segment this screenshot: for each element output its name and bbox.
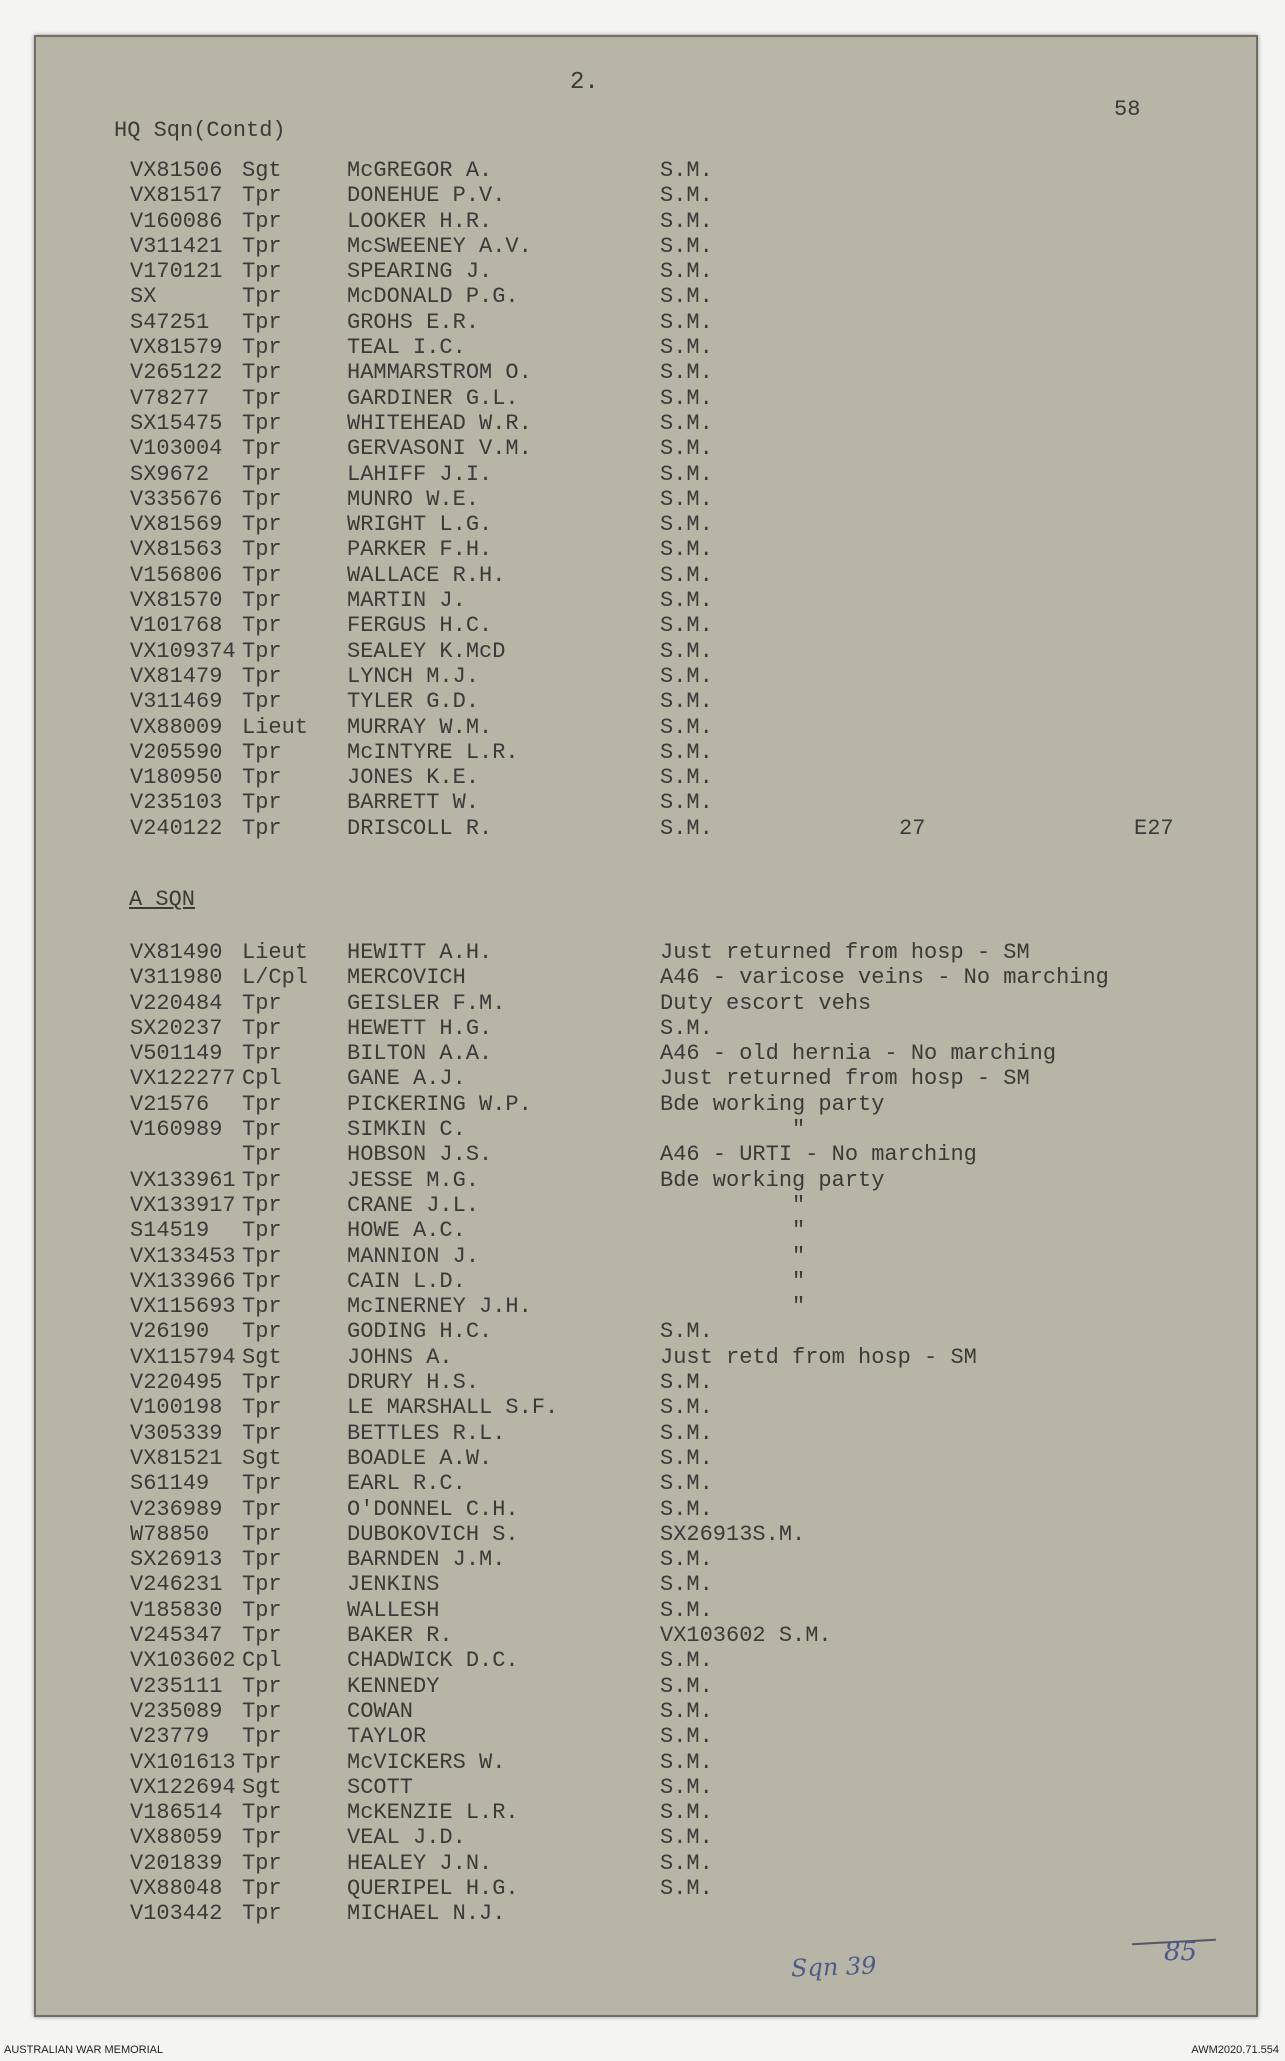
status-note: S.M. bbox=[660, 663, 713, 689]
service-number: V103442 bbox=[130, 1901, 223, 1927]
status-note: Just returned from hosp - SM bbox=[660, 940, 1030, 965]
member-name: TEAL I.C. bbox=[347, 335, 466, 361]
status-note: " bbox=[660, 1268, 806, 1294]
rank: Tpr bbox=[242, 1243, 282, 1269]
rank: Tpr bbox=[242, 1142, 282, 1168]
subtotal: 27 bbox=[899, 815, 926, 841]
status-note: S.M. bbox=[660, 1319, 713, 1345]
member-name: TAYLOR bbox=[347, 1724, 427, 1750]
rank: Sgt bbox=[242, 1344, 282, 1370]
rank: Tpr bbox=[242, 284, 282, 310]
handwritten-sqn-count: Sqn 39 bbox=[790, 1951, 877, 1983]
member-name: CRANE J.L. bbox=[347, 1192, 480, 1218]
member-name: BARNDEN J.M. bbox=[347, 1547, 506, 1573]
member-name: JONES K.E. bbox=[347, 765, 480, 791]
status-note: S.M. bbox=[660, 259, 713, 285]
status-note: S.M. bbox=[660, 1445, 713, 1471]
member-name: MARTIN J. bbox=[347, 588, 466, 614]
status-note: " bbox=[660, 1294, 806, 1320]
rank: Tpr bbox=[242, 233, 282, 259]
service-number: V160989 bbox=[130, 1117, 223, 1143]
service-number: V170121 bbox=[130, 259, 223, 285]
service-number: V335676 bbox=[130, 486, 223, 512]
service-number: V246231 bbox=[130, 1572, 223, 1598]
rank: Tpr bbox=[242, 436, 282, 462]
rank: Tpr bbox=[242, 1623, 282, 1649]
member-name: WRIGHT L.G. bbox=[347, 512, 493, 538]
service-number: VX122277 bbox=[130, 1066, 236, 1092]
service-number: V311980 bbox=[130, 965, 223, 991]
rank: Tpr bbox=[242, 512, 282, 538]
service-number: S14519 bbox=[130, 1218, 210, 1244]
service-number: VX133917 bbox=[130, 1192, 236, 1218]
rank: Tpr bbox=[242, 638, 282, 664]
status-note: Duty escort vehs bbox=[660, 990, 872, 1016]
status-note: S.M. bbox=[660, 208, 713, 234]
status-note: S.M. bbox=[660, 360, 713, 386]
service-number: SX bbox=[130, 284, 157, 310]
status-note: S.M. bbox=[660, 1420, 713, 1446]
rank: Tpr bbox=[242, 1319, 282, 1345]
member-name: McSWEENEY A.V. bbox=[347, 233, 532, 259]
service-number: VX81506 bbox=[130, 158, 223, 183]
rank: Tpr bbox=[242, 1875, 282, 1901]
folio-number: 58 bbox=[1114, 97, 1141, 122]
member-name: DRURY H.S. bbox=[347, 1370, 480, 1396]
status-note: S.M. bbox=[660, 486, 713, 512]
status-note: SX26913S.M. bbox=[660, 1521, 806, 1547]
rank: Tpr bbox=[242, 335, 282, 361]
status-note: S.M. bbox=[660, 1547, 713, 1573]
member-name: HEWETT H.G. bbox=[347, 1015, 493, 1041]
status-note: S.M. bbox=[660, 158, 713, 183]
member-name: GERVASONI V.M. bbox=[347, 436, 532, 462]
status-note: S.M. bbox=[660, 461, 713, 487]
service-number: VX88048 bbox=[130, 1875, 223, 1901]
service-number: VX81579 bbox=[130, 335, 223, 361]
rank: Tpr bbox=[242, 1901, 282, 1927]
member-name: SIMKIN C. bbox=[347, 1117, 466, 1143]
status-note: S.M. bbox=[660, 537, 713, 563]
rank: Cpl bbox=[242, 1648, 282, 1674]
service-number: V235103 bbox=[130, 790, 223, 816]
service-number: VX81490 bbox=[130, 940, 223, 965]
member-name: TYLER G.D. bbox=[347, 689, 480, 715]
rank: Tpr bbox=[242, 1218, 282, 1244]
hq-sqn-heading: HQ Sqn(Contd) bbox=[114, 118, 286, 143]
rank: Tpr bbox=[242, 990, 282, 1016]
rank: Tpr bbox=[242, 1673, 282, 1699]
service-number: V220495 bbox=[130, 1370, 223, 1396]
status-note: S.M. bbox=[660, 613, 713, 639]
service-number: V23779 bbox=[130, 1724, 210, 1750]
rank: Tpr bbox=[242, 1825, 282, 1851]
status-note: S.M. bbox=[660, 385, 713, 411]
member-name: GARDINER G.L. bbox=[347, 385, 519, 411]
rank: Tpr bbox=[242, 183, 282, 209]
member-name: McINERNEY J.H. bbox=[347, 1294, 532, 1320]
member-name: HAMMARSTROM O. bbox=[347, 360, 532, 386]
member-name: SCOTT bbox=[347, 1774, 414, 1800]
member-name: DUBOKOVICH S. bbox=[347, 1521, 519, 1547]
rank: Sgt bbox=[242, 158, 282, 183]
status-note: S.M. bbox=[660, 562, 713, 588]
member-name: BAKER R. bbox=[347, 1623, 453, 1649]
service-number: VX88009 bbox=[130, 714, 223, 740]
service-number: V245347 bbox=[130, 1623, 223, 1649]
member-name: BOADLE A.W. bbox=[347, 1445, 493, 1471]
rank: Tpr bbox=[242, 1395, 282, 1421]
rank: Tpr bbox=[242, 815, 282, 841]
member-name: McGREGOR A. bbox=[347, 158, 493, 183]
rank: Tpr bbox=[242, 562, 282, 588]
rank: Tpr bbox=[242, 1268, 282, 1294]
status-note: S.M. bbox=[660, 1471, 713, 1497]
rank: Tpr bbox=[242, 1041, 282, 1067]
status-note: S.M. bbox=[660, 1800, 713, 1826]
service-number: VX81569 bbox=[130, 512, 223, 538]
service-number: V235111 bbox=[130, 1673, 223, 1699]
handwritten-total: 85 bbox=[1164, 1937, 1198, 1967]
service-number: V305339 bbox=[130, 1420, 223, 1446]
rank: Tpr bbox=[242, 689, 282, 715]
service-number: SX20237 bbox=[130, 1015, 223, 1041]
status-note: S.M. bbox=[660, 1724, 713, 1750]
status-note: " bbox=[660, 1218, 806, 1244]
status-note: S.M. bbox=[660, 1825, 713, 1851]
status-note: VX103602 S.M. bbox=[660, 1623, 832, 1649]
rank: Tpr bbox=[242, 1496, 282, 1522]
rank: Tpr bbox=[242, 1597, 282, 1623]
service-number: SX9672 bbox=[130, 461, 210, 487]
rank: Tpr bbox=[242, 208, 282, 234]
rank: Tpr bbox=[242, 410, 282, 436]
service-number: VX109374 bbox=[130, 638, 236, 664]
rank: Tpr bbox=[242, 1370, 282, 1396]
rank: Tpr bbox=[242, 1471, 282, 1497]
member-name: LYNCH M.J. bbox=[347, 663, 480, 689]
member-name: McINTYRE L.R. bbox=[347, 739, 519, 765]
service-number: VX103602 bbox=[130, 1648, 236, 1674]
service-number: VX133966 bbox=[130, 1268, 236, 1294]
member-name: CHADWICK D.C. bbox=[347, 1648, 519, 1674]
status-note: S.M. bbox=[660, 1015, 713, 1041]
service-number: V201839 bbox=[130, 1850, 223, 1876]
status-note: A46 - URTI - No marching bbox=[660, 1142, 977, 1168]
service-number: VX81521 bbox=[130, 1445, 223, 1471]
status-note: S.M. bbox=[660, 1875, 713, 1901]
rank: Tpr bbox=[242, 1521, 282, 1547]
rank: Tpr bbox=[242, 790, 282, 816]
member-name: MUNRO W.E. bbox=[347, 486, 480, 512]
member-name: LAHIFF J.I. bbox=[347, 461, 493, 487]
status-note: A46 - old hernia - No marching bbox=[660, 1041, 1057, 1067]
status-note: S.M. bbox=[660, 1850, 713, 1876]
rank: Tpr bbox=[242, 486, 282, 512]
document-sheet bbox=[34, 35, 1258, 2017]
status-note: Just retd from hosp - SM bbox=[660, 1344, 977, 1370]
status-note: Just returned from hosp - SM bbox=[660, 1066, 1030, 1092]
status-note: S.M. bbox=[660, 739, 713, 765]
service-number: VX81563 bbox=[130, 537, 223, 563]
service-number: V103004 bbox=[130, 436, 223, 462]
rank: Tpr bbox=[242, 1294, 282, 1320]
service-number: V21576 bbox=[130, 1091, 210, 1117]
service-number: W78850 bbox=[130, 1521, 210, 1547]
service-number: V101768 bbox=[130, 613, 223, 639]
rank: Tpr bbox=[242, 765, 282, 791]
member-name: KENNEDY bbox=[347, 1673, 440, 1699]
status-note: S.M. bbox=[660, 410, 713, 436]
service-number: V236989 bbox=[130, 1496, 223, 1522]
rank: Tpr bbox=[242, 1192, 282, 1218]
service-number: V26190 bbox=[130, 1319, 210, 1345]
rank: Tpr bbox=[242, 309, 282, 335]
status-note: S.M. bbox=[660, 436, 713, 462]
status-note: " bbox=[660, 1192, 806, 1218]
member-name: VEAL J.D. bbox=[347, 1825, 466, 1851]
rank: Sgt bbox=[242, 1774, 282, 1800]
member-name: HOBSON J.S. bbox=[347, 1142, 493, 1168]
rank: Tpr bbox=[242, 1091, 282, 1117]
rank: Tpr bbox=[242, 613, 282, 639]
status-note: " bbox=[660, 1243, 806, 1269]
service-number: VX81479 bbox=[130, 663, 223, 689]
member-name: HEALEY J.N. bbox=[347, 1850, 493, 1876]
member-name: BARRETT W. bbox=[347, 790, 480, 816]
service-number: V311469 bbox=[130, 689, 223, 715]
status-note: S.M. bbox=[660, 588, 713, 614]
member-name: HEWITT A.H. bbox=[347, 940, 493, 965]
member-name: BILTON A.A. bbox=[347, 1041, 493, 1067]
service-number: S47251 bbox=[130, 309, 210, 335]
member-name: HOWE A.C. bbox=[347, 1218, 466, 1244]
member-name: GANE A.J. bbox=[347, 1066, 466, 1092]
member-name: MURRAY W.M. bbox=[347, 714, 493, 740]
rank: Sgt bbox=[242, 1445, 282, 1471]
rank: Tpr bbox=[242, 1420, 282, 1446]
member-name: SEALEY K.McD bbox=[347, 638, 506, 664]
service-number: V265122 bbox=[130, 360, 223, 386]
rank: L/Cpl bbox=[242, 965, 309, 991]
status-note: S.M. bbox=[660, 1749, 713, 1775]
service-number: SX26913 bbox=[130, 1547, 223, 1573]
status-note: S.M. bbox=[660, 1370, 713, 1396]
member-name: GODING H.C. bbox=[347, 1319, 493, 1345]
service-number: V240122 bbox=[130, 815, 223, 841]
member-name: BETTLES R.L. bbox=[347, 1420, 506, 1446]
status-note: S.M. bbox=[660, 790, 713, 816]
member-name: EARL R.C. bbox=[347, 1471, 466, 1497]
rank: Tpr bbox=[242, 1850, 282, 1876]
status-note: S.M. bbox=[660, 1648, 713, 1674]
member-name: GEISLER F.M. bbox=[347, 990, 506, 1016]
service-number: VX88059 bbox=[130, 1825, 223, 1851]
rank: Tpr bbox=[242, 1698, 282, 1724]
rank: Lieut bbox=[242, 940, 309, 965]
status-note: S.M. bbox=[660, 1597, 713, 1623]
status-note: S.M. bbox=[660, 512, 713, 538]
status-note: S.M. bbox=[660, 183, 713, 209]
rank: Tpr bbox=[242, 385, 282, 411]
status-note: S.M. bbox=[660, 638, 713, 664]
service-number: VX101613 bbox=[130, 1749, 236, 1775]
member-name: FERGUS H.C. bbox=[347, 613, 493, 639]
status-note: Bde working party bbox=[660, 1091, 885, 1117]
member-name: LOOKER H.R. bbox=[347, 208, 493, 234]
service-number: V180950 bbox=[130, 765, 223, 791]
member-name: MERCOVICH bbox=[347, 965, 466, 991]
status-note: S.M. bbox=[660, 284, 713, 310]
status-note: S.M. bbox=[660, 1395, 713, 1421]
rank: Tpr bbox=[242, 360, 282, 386]
status-note: Bde working party bbox=[660, 1167, 885, 1193]
service-number: V186514 bbox=[130, 1800, 223, 1826]
status-note: S.M. bbox=[660, 765, 713, 791]
status-note: S.M. bbox=[660, 815, 713, 841]
member-name: MANNION J. bbox=[347, 1243, 480, 1269]
member-name: MICHAEL N.J. bbox=[347, 1901, 506, 1927]
footer-institution: AUSTRALIAN WAR MEMORIAL bbox=[4, 2044, 164, 2056]
footer-reference: AWM2020.71.554 bbox=[1191, 2044, 1279, 2056]
member-name: JOHNS A. bbox=[347, 1344, 453, 1370]
status-note: S.M. bbox=[660, 1698, 713, 1724]
service-number: VX133961 bbox=[130, 1167, 236, 1193]
status-note: S.M. bbox=[660, 309, 713, 335]
member-name: PARKER F.H. bbox=[347, 537, 493, 563]
member-name: WALLESH bbox=[347, 1597, 440, 1623]
running-total: E27 bbox=[1134, 815, 1174, 841]
service-number: V78277 bbox=[130, 385, 210, 411]
rank: Tpr bbox=[242, 588, 282, 614]
service-number: V220484 bbox=[130, 990, 223, 1016]
member-name: CAIN L.D. bbox=[347, 1268, 466, 1294]
status-note: S.M. bbox=[660, 1774, 713, 1800]
status-note: S.M. bbox=[660, 335, 713, 361]
member-name: JESSE M.G. bbox=[347, 1167, 480, 1193]
member-name: WALLACE R.H. bbox=[347, 562, 506, 588]
rank: Tpr bbox=[242, 1547, 282, 1573]
service-number: V185830 bbox=[130, 1597, 223, 1623]
rank: Tpr bbox=[242, 259, 282, 285]
service-number: V311421 bbox=[130, 233, 223, 259]
service-number: VX133453 bbox=[130, 1243, 236, 1269]
service-number: V156806 bbox=[130, 562, 223, 588]
page-number: 2. bbox=[570, 69, 599, 96]
rank: Tpr bbox=[242, 1572, 282, 1598]
rank: Tpr bbox=[242, 461, 282, 487]
status-note: " bbox=[660, 1117, 806, 1143]
service-number: V100198 bbox=[130, 1395, 223, 1421]
service-number: V235089 bbox=[130, 1698, 223, 1724]
service-number: VX115794 bbox=[130, 1344, 236, 1370]
member-name: O'DONNEL C.H. bbox=[347, 1496, 519, 1522]
member-name: SPEARING J. bbox=[347, 259, 493, 285]
rank: Tpr bbox=[242, 663, 282, 689]
service-number: VX81570 bbox=[130, 588, 223, 614]
service-number: VX81517 bbox=[130, 183, 223, 209]
status-note: S.M. bbox=[660, 1572, 713, 1598]
status-note: S.M. bbox=[660, 689, 713, 715]
service-number: V160086 bbox=[130, 208, 223, 234]
service-number: V205590 bbox=[130, 739, 223, 765]
service-number: S61149 bbox=[130, 1471, 210, 1497]
service-number: VX115693 bbox=[130, 1294, 236, 1320]
member-name: JENKINS bbox=[347, 1572, 440, 1598]
status-note: A46 - varicose veins - No marching bbox=[660, 965, 1109, 991]
member-name: McDONALD P.G. bbox=[347, 284, 519, 310]
rank: Tpr bbox=[242, 739, 282, 765]
rank: Tpr bbox=[242, 1749, 282, 1775]
service-number: SX15475 bbox=[130, 410, 223, 436]
member-name: COWAN bbox=[347, 1698, 414, 1724]
rank: Tpr bbox=[242, 1167, 282, 1193]
status-note: S.M. bbox=[660, 1496, 713, 1522]
member-name: GROHS E.R. bbox=[347, 309, 480, 335]
rank: Cpl bbox=[242, 1066, 282, 1092]
rank: Tpr bbox=[242, 1015, 282, 1041]
member-name: LE MARSHALL S.F. bbox=[347, 1395, 559, 1421]
service-number: VX122694 bbox=[130, 1774, 236, 1800]
status-note: S.M. bbox=[660, 714, 713, 740]
member-name: PICKERING W.P. bbox=[347, 1091, 532, 1117]
rank: Tpr bbox=[242, 537, 282, 563]
member-name: McKENZIE L.R. bbox=[347, 1800, 519, 1826]
rank: Tpr bbox=[242, 1117, 282, 1143]
rank: Lieut bbox=[242, 714, 309, 740]
a-sqn-heading: A SQN bbox=[129, 887, 196, 912]
member-name: DRISCOLL R. bbox=[347, 815, 493, 841]
member-name: WHITEHEAD W.R. bbox=[347, 410, 532, 436]
rank: Tpr bbox=[242, 1724, 282, 1750]
member-name: DONEHUE P.V. bbox=[347, 183, 506, 209]
status-note: S.M. bbox=[660, 233, 713, 259]
status-note: S.M. bbox=[660, 1673, 713, 1699]
member-name: McVICKERS W. bbox=[347, 1749, 506, 1775]
member-name: QUERIPEL H.G. bbox=[347, 1875, 519, 1901]
rank: Tpr bbox=[242, 1800, 282, 1826]
service-number: V501149 bbox=[130, 1041, 223, 1067]
